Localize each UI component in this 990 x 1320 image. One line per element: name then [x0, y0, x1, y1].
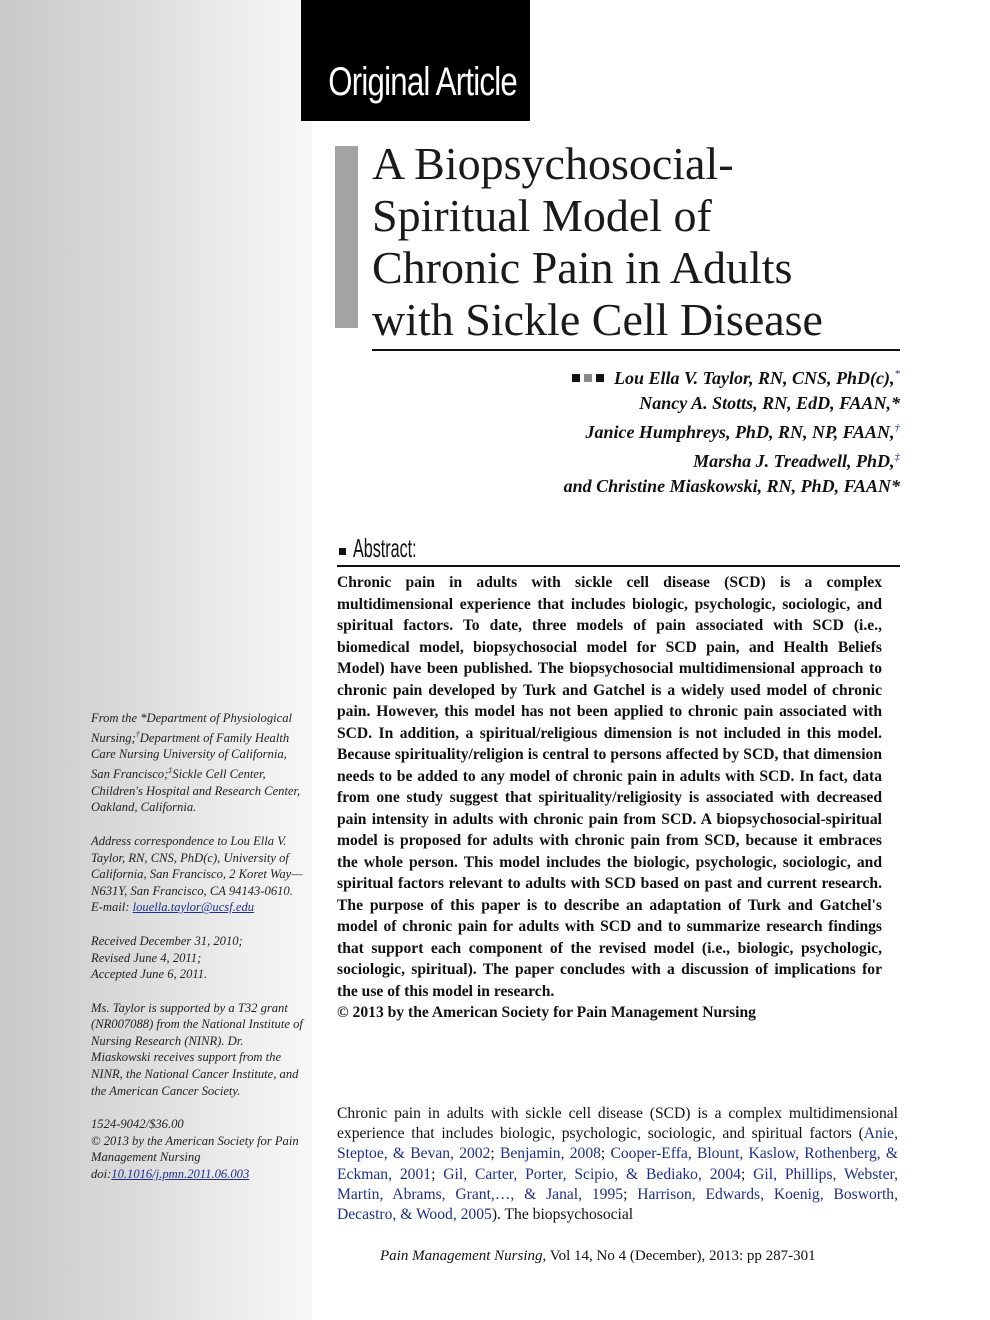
- square-bullet-icon: [584, 374, 592, 382]
- author-line: [340, 391, 900, 416]
- citation-separator: ;: [600, 1145, 611, 1163]
- author-affiliation-mark[interactable]: *: [891, 476, 900, 496]
- article-type-banner: [301, 0, 530, 121]
- email-link[interactable]: louella.taylor@ucsf.edu: [132, 900, 255, 915]
- author-name: Lou Ella V. Taylor, RN, CNS, PhD(c),: [613, 368, 895, 388]
- journal-footer: [380, 1248, 816, 1265]
- abstract-copyright: © 2013 by the American Society for Pain Management Nursing: [337, 1004, 756, 1021]
- support-note: Ms. Taylor is supported by a T32 grant (NR007088) from the National Institute of Nursing Research (NINR). Dr. Miaskowski receives support from the NINR, the National Cancer Institute, and the American Cancer Society.: [91, 1000, 303, 1098]
- affiliation-mark: †: [135, 729, 140, 739]
- affiliation-mark: ‡: [168, 765, 173, 775]
- title-line: A Biopsychosocial-: [372, 138, 734, 189]
- article-title: [372, 138, 952, 346]
- title-line: Chronic Pain in Adults: [372, 242, 793, 293]
- author-line: [340, 362, 900, 391]
- citation-separator: ;: [431, 1165, 444, 1183]
- author-name: Marsha J. Treadwell, PhD,: [693, 451, 895, 471]
- body-text-segment: ). The biopsychosocial: [491, 1206, 634, 1224]
- citation-separator: ;: [623, 1185, 638, 1203]
- received-date: Received December 31, 2010;: [91, 933, 243, 948]
- author-line: [340, 445, 900, 474]
- doi-link[interactable]: 10.1016/j.pmn.2011.06.003: [111, 1167, 250, 1182]
- sidebar-notes: [91, 710, 303, 1200]
- title-divider: [372, 349, 900, 351]
- journal-issue: , Vol 14, No 4 (December), 2013: pp 287-301: [542, 1248, 816, 1264]
- author-affiliation-mark[interactable]: ‡: [894, 451, 900, 463]
- citation-link[interactable]: Anie, Steptoe, & Bevan, 2002: [337, 1125, 898, 1163]
- citation-separator: ;: [740, 1165, 754, 1183]
- correspondence-note: [91, 833, 303, 916]
- abstract-label: Abstract:: [353, 533, 417, 563]
- affiliation-text: Sickle Cell Center, Children's Hospital and Research Center, Oakland, California.: [91, 767, 301, 815]
- sidebar-copyright: © 2013 by the American Society for Pain Management Nursing: [91, 1133, 299, 1165]
- citation-link[interactable]: Benjamin, 2008: [499, 1145, 601, 1163]
- author-affiliation-mark[interactable]: *: [891, 393, 900, 413]
- affiliation-note: [91, 710, 303, 816]
- square-bullet-icon: [596, 374, 604, 382]
- author-name: Janice Humphreys, PhD, RN, NP, FAAN,: [585, 422, 895, 442]
- title-line: Spiritual Model of: [372, 190, 712, 241]
- doi-label: doi:: [91, 1167, 112, 1182]
- abstract-body: [337, 572, 882, 1024]
- citation-link[interactable]: Gil, Carter, Porter, Scipio, & Bediako, 2004: [443, 1165, 741, 1183]
- abstract-heading: [337, 535, 900, 567]
- citation-link[interactable]: Gil, Phillips, Webster, Martin, Abrams, Grant,…, & Janal, 1995: [337, 1165, 898, 1203]
- body-paragraph: [337, 1104, 898, 1225]
- abstract-text: Chronic pain in adults with sickle cell disease (SCD) is a complex multidimensional experience that includes biologic, psychologic, sociologic, and spiritual factors. To date, three models of pain associated with SCD (i.e., biomedical model, biopsychosocial model for SCD pain, and Health Beliefs Model) have been published. The biopsychosocial multidimensional approach to chronic pain developed by Turk and Gatchel is a widely used model of chronic pain. However, this model has not been applied to chronic pain associated with SCD. In addition, a spiritual/religious dimension is not included in this model. Because spirituality/religion is central to persons affected by SCD, that dimension needs to be added to any model of chronic pain in adults with SCD. In fact, data from one study suggest that spirituality/religiosity is associated with decreased pain intensity in adults with chronic pain from SCD. A biopsychosocial-spiritual model is proposed for adults with chronic pain from SCD, because it embraces the whole person. This model includes the biologic, psychologic, sociologic, and spiritual factors relevant to adults with SCD based on past and current research. The purpose of this paper is to describe an adaptation of Turk and Gatchel's model of chronic pain for adults with SCD and to summarize research findings that support each component of the revised model (i.e., biologic, psychologic, sociologic, spiritual). The paper concludes with a discussion of implications for the use of this model in research.: [337, 574, 882, 1000]
- journal-name: Pain Management Nursing: [380, 1248, 543, 1264]
- dates-note: [91, 933, 303, 983]
- citation-link[interactable]: Cooper-Effa, Blount, Kaslow, Rothenberg, & Eckman, 2001: [337, 1145, 899, 1183]
- title-accent-bar: [335, 146, 358, 328]
- author-line: [340, 416, 900, 445]
- publication-info: [91, 1116, 303, 1182]
- citation-separator: ;: [490, 1145, 500, 1163]
- article-type-label: Original Article: [328, 60, 517, 104]
- square-bullet-icon: [339, 548, 346, 555]
- issn: 1524-9042/$36.00: [91, 1117, 184, 1132]
- body-text-segment: Chronic pain in adults with sickle cell disease (SCD) is a complex multidimensional experience that includes biologic, psychologic, sociologic, and spiritual factors (: [337, 1105, 898, 1143]
- affiliation-text: Department of Family Health Care Nursing University of California, San Francisco;: [91, 730, 290, 782]
- revised-date: Revised June 4, 2011;: [91, 950, 202, 965]
- author-name: Nancy A. Stotts, RN, EdD, FAAN,: [639, 393, 891, 413]
- correspondence-text: Address correspondence to Lou Ella V. Taylor, RN, CNS, PhD(c), University of California, San Francisco, 2 Koret Way—N631Y, San Francisco, CA 94143-0610. E-mail:: [91, 833, 303, 915]
- author-affiliation-mark[interactable]: †: [894, 422, 900, 434]
- square-bullet-icon: [572, 374, 580, 382]
- title-line: with Sickle Cell Disease: [372, 294, 823, 345]
- accepted-date: Accepted June 6, 2011.: [91, 967, 208, 982]
- author-line: [340, 474, 900, 499]
- author-affiliation-mark[interactable]: *: [894, 368, 900, 380]
- citation-link[interactable]: Harrison, Edwards, Koenig, Bosworth, Decastro, & Wood, 2005: [337, 1185, 899, 1224]
- author-list: [340, 362, 900, 499]
- affiliation-text: From the *Department of Physiological Nursing;: [91, 711, 293, 745]
- author-name: and Christine Miaskowski, RN, PhD, FAAN: [563, 476, 891, 496]
